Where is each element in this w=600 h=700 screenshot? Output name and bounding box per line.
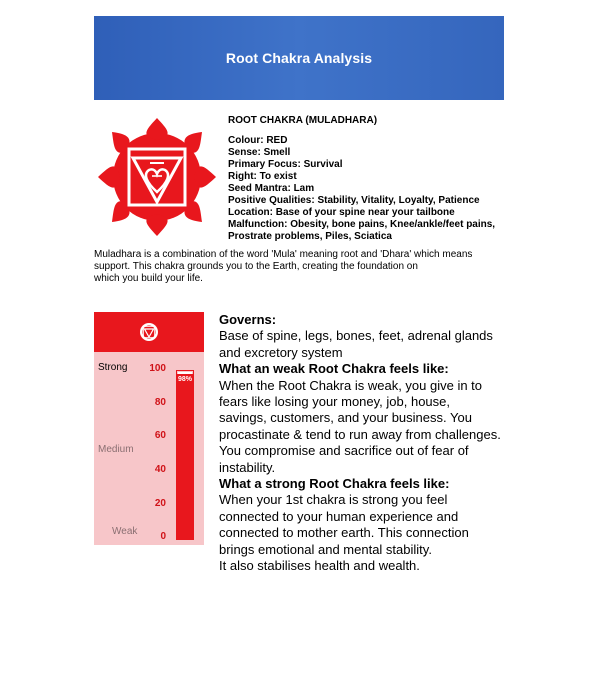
tick-label: 40	[154, 464, 166, 475]
tick-label: 80	[154, 397, 166, 408]
zone-medium-label: Medium	[98, 444, 134, 455]
strong-text: brings emotional and mental stability.	[219, 541, 432, 557]
tick-label: 0	[160, 531, 166, 542]
governs-text: and excretory system	[219, 344, 343, 360]
chakra-info	[228, 115, 518, 243]
weak-text: instability.	[219, 459, 276, 475]
strong-text: It also stabilises health and wealth.	[219, 558, 420, 574]
strong-title: What a strong Root Chakra feels like:	[219, 476, 450, 492]
zone-strong-label: Strong	[98, 362, 128, 373]
description-line: Muladhara is a combination of the word 'Mula' meaning root and 'Dhara' which means	[94, 249, 473, 260]
meter-bar-cap	[178, 372, 192, 374]
description-line: support. This chakra grounds you to the Earth, creating the foundation on	[94, 261, 418, 272]
info-malfunction: Malfunction: Obesity, bone pains, Knee/ankle/feet pains,	[228, 219, 496, 230]
weak-text: fears like losing your money, job, house,	[219, 394, 450, 410]
description	[94, 249, 514, 285]
weak-text: procastinate & tend to run away from challenges.	[219, 426, 501, 442]
page-header	[94, 16, 504, 100]
info-location: Location: Base of your spine near your tailbone	[228, 207, 455, 218]
strong-text: connected to mother earth. This connection	[219, 525, 469, 541]
weak-text: You compromise and sacrifice out of fear of	[219, 443, 469, 459]
zone-weak-label: Weak	[112, 526, 138, 537]
meter-bar-fill	[177, 374, 193, 539]
root-chakra-emblem-icon	[96, 116, 218, 238]
weak-text: When the Root Chakra is weak, you give in to	[219, 377, 483, 393]
info-malfunction-cont: Prostrate problems, Piles, Sciatica	[228, 231, 392, 242]
info-colour: Colour: RED	[228, 135, 288, 146]
meter-value-label: 98%	[177, 376, 192, 383]
governs-section	[219, 312, 549, 575]
page-title: Root Chakra Analysis	[225, 50, 373, 66]
weak-title: What an weak Root Chakra feels like:	[219, 361, 449, 377]
info-primary-focus: Primary Focus: Survival	[228, 159, 343, 170]
governs-title: Governs:	[219, 312, 277, 327]
info-title: ROOT CHAKRA (MULADHARA)	[228, 115, 378, 126]
strong-text: connected to your human experience and	[219, 508, 459, 524]
info-positive-qualities: Positive Qualities: Stability, Vitality, Loyalty, Patience	[228, 195, 480, 206]
governs-text: Base of spine, legs, bones, feet, adrenal glands	[219, 328, 493, 344]
info-seed-mantra: Seed Mantra: Lam	[228, 183, 315, 194]
tick-label: 100	[149, 363, 166, 374]
description-line: which you build your life.	[94, 273, 203, 284]
root-chakra-small-icon	[137, 320, 161, 344]
weak-text: savings, customers, and your business. You	[219, 410, 472, 426]
tick-label: 20	[154, 498, 166, 509]
meter-bar-track	[177, 371, 193, 539]
info-right: Right: To exist	[228, 171, 297, 182]
strong-text: When your 1st chakra is strong you feel	[219, 492, 448, 508]
meter-header	[94, 312, 204, 352]
tick-label: 60	[154, 430, 166, 441]
info-sense: Sense: Smell	[228, 147, 291, 158]
